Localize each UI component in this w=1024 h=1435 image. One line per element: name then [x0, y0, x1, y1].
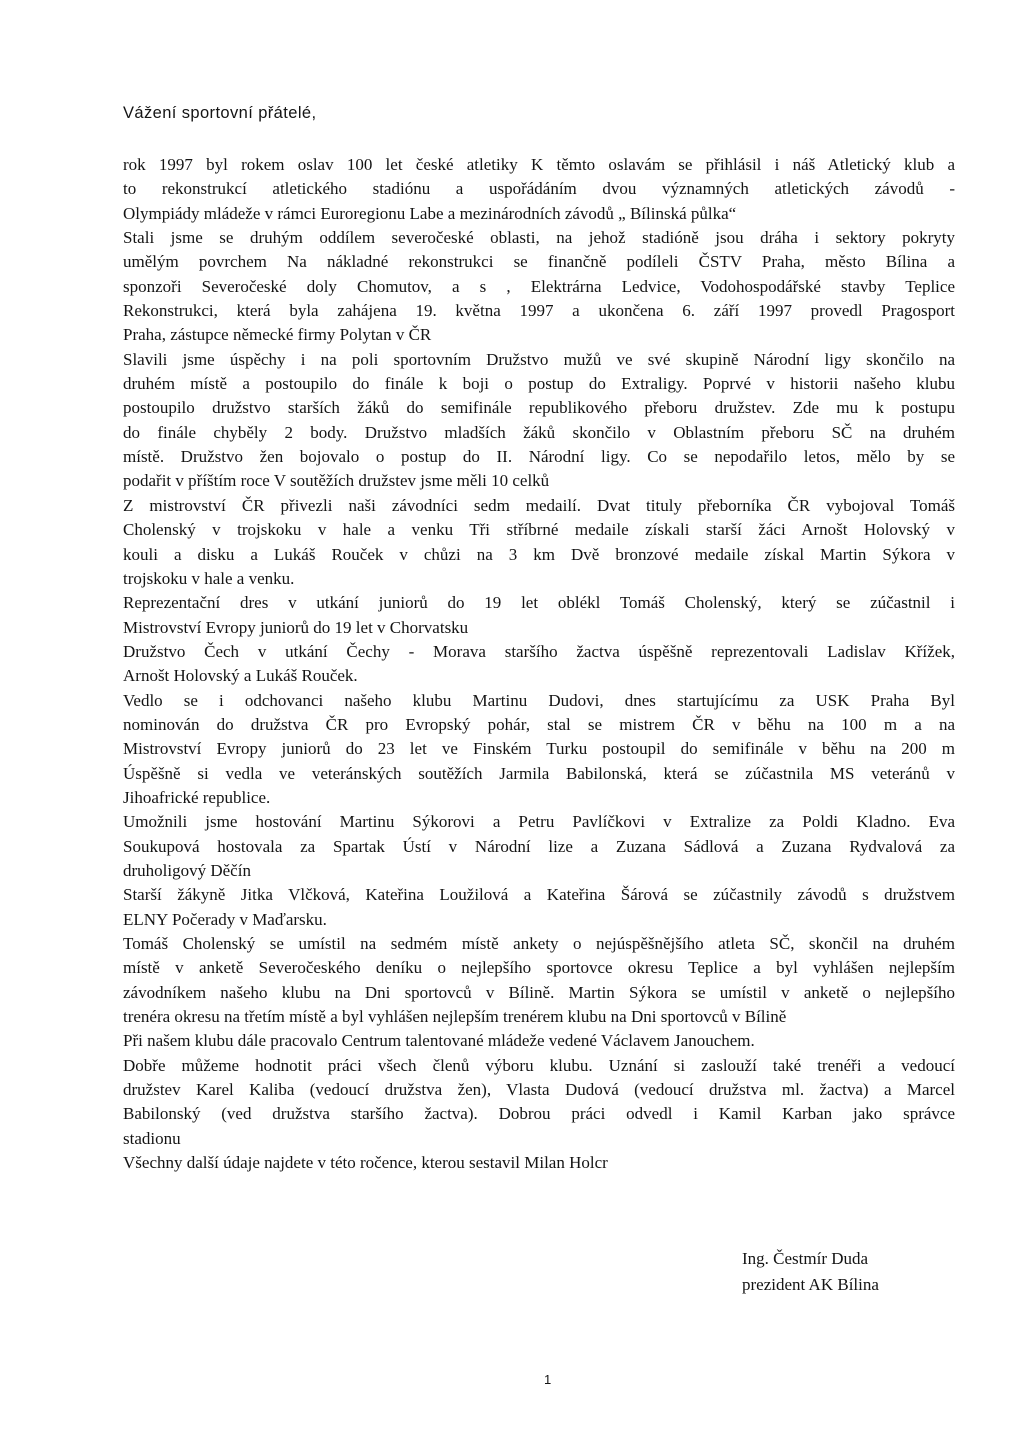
body-line: Družstvo Čech v utkání Čechy - Morava staršího žactva úspěšně reprezentovali Ladislav Křížek, [123, 641, 955, 661]
body-line: Vedlo se i odchovanci našeho klubu Martinu Dudovi, dnes startujícímu za USK Praha Byl [123, 690, 955, 710]
signature-block [742, 1246, 879, 1298]
body-line: Reprezentační dres v utkání juniorů do 19 let oblékl Tomáš Cholenský, který se zúčastnil i [123, 593, 955, 613]
body-line: Babilonský (ved družstva staršího žactva). Dobrou práci odvedl i Kamil Karban jako správce [123, 1104, 955, 1124]
body-line: Jihoafrické republice. [123, 787, 271, 807]
body-line: to rekonstrukcí atletického stadiónu a uspořádáním dvou významných atletických závodů - [123, 179, 955, 199]
body-line: Soukupová hostovala za Spartak Ústí v Národní lize a Zuzana Sádlová a Zuzana Rydvalová za [123, 836, 955, 856]
body-line: Všechny další údaje najdete v této ročence, kterou sestavil Milan Holcr [123, 1153, 608, 1173]
body-line: Při našem klubu dále pracovalo Centrum talentované mládeže vedené Václavem Janouchem. [123, 1031, 755, 1051]
body-line: místě. Družstvo žen bojovalo o postup do II. Národní ligy. Co se nepodařilo letos, mělo by se [123, 447, 955, 467]
body-line: Umožnili jsme hostování Martinu Sýkorovi a Petru Pavlíčkovi v Extralize za Poldi Kladno. Eva [123, 812, 955, 832]
body-line: rok 1997 byl rokem oslav 100 let české atletiky K těmto oslavám se přihlásil i náš Atletický klub a [123, 155, 955, 174]
body-line: nominován do družstva ČR pro Evropský pohár, stal se mistrem ČR v běhu na 100 m a na [123, 714, 955, 734]
body-line: Dobře můžeme hodnotit práci všech členů výboru klubu. Uznání si zaslouží také trenéři a vedoucí [123, 1055, 955, 1075]
body-line: ELNY Počerady v Maďarsku. [123, 909, 327, 929]
body-line: Cholenský v trojskoku v hale a venku Tři stříbrné medaile získali starší žáci Arnošt Holovský v [123, 520, 955, 540]
signatory-title: prezident AK Bílina [742, 1275, 879, 1294]
body-line: Olympiády mládeže v rámci Euroregionu Labe a mezinárodních závodů „ Bílinská půlka“ [123, 203, 737, 223]
body-line: družstev Karel Kaliba (vedoucí družstva žen), Vlasta Dudová (vedoucí družstva ml. žactva) a Marcel [123, 1080, 955, 1100]
body-line: sponzoři Severočeské doly Chomutov, a s , Elektrárna Ledvice, Vodohospodářské stavby Teplice [123, 276, 955, 296]
salutation: Vážení sportovní přátelé, [123, 104, 317, 122]
signatory-name: Ing. Čestmír Duda [742, 1249, 869, 1268]
body-line: závodníkem našeho klubu na Dni sportovců v Bílině. Martin Sýkora se umístil v anketě o nejlepšího [123, 982, 955, 1002]
body-line: Slavili jsme úspěchy i na poli sportovním Družstvo mužů ve své skupině Národní ligy skončilo na [123, 349, 955, 369]
body-line: druholigový Děčín [123, 860, 251, 880]
body-line: do finále chyběly 2 body. Družstvo mladších žáků skončilo v Oblastním přeboru SČ na druhém [123, 422, 955, 442]
body-line: Praha, zástupce německé firmy Polytan v ČR [123, 325, 432, 345]
body-line: Mistrovství Evropy juniorů do 19 let v Chorvatsku [123, 617, 469, 637]
body-line: Úspěšně si vedla ve veteránských soutěžích Jarmila Babilonská, která se zúčastnila MS veteránů v [123, 763, 955, 783]
body-line: Rekonstrukci, která byla zahájena 19. května 1997 a ukončena 6. září 1997 provedl Pragosport [123, 301, 955, 321]
body-line: Arnošt Holovský a Lukáš Rouček. [123, 666, 358, 686]
letter-body [123, 153, 955, 1175]
body-line: druhém místě a postoupilo do finále k boji o postup do Extraligy. Poprvé v historii našeho klubu [123, 374, 955, 394]
body-line: Starší žákyně Jitka Vlčková, Kateřina Loužilová a Kateřina Šárová se zúčastnily závodů s družstvem [123, 885, 955, 905]
body-line: Stali jsme se druhým oddílem severočeské oblasti, na jehož stadióně jsou dráha i sektory pokryty [123, 228, 955, 248]
body-line: postoupilo družstvo starších žáků do semifinále republikového přeboru družstev. Zde mu k postupu [123, 398, 955, 418]
body-line: místě v anketě Severočeského deníku o nejlepšího sportovce okresu Teplice a byl vyhlášen nejlepším [123, 958, 955, 978]
body-line: podařit v příštím roce V soutěžích družstev jsme měli 10 celků [123, 471, 550, 491]
body-line: umělým povrchem Na nákladné rekonstrukci se finančně podíleli ČSTV Praha, město Bílina a [123, 252, 955, 272]
body-line: trojskoku v hale a venku. [123, 568, 295, 588]
body-line: Mistrovství Evropy juniorů do 23 let ve Finském Turku postoupil do semifinále v běhu na 200 m [123, 739, 955, 759]
body-line: Tomáš Cholenský se umístil na sedmém místě ankety o nejúspěšnějšího atleta SČ, skončil na druhém [123, 934, 955, 953]
body-line: kouli a disku a Lukáš Rouček v chůzi na 3 km Dvě bronzové medaile získal Martin Sýkora v [123, 544, 955, 564]
page-number: 1 [544, 1372, 552, 1387]
body-line: trenéra okresu na třetím místě a byl vyhlášen nejlepším trenérem klubu na Dni sportovců v Bílině [123, 1007, 787, 1027]
body-line: Z mistrovství ČR přivezli naši závodníci sedm medailí. Dvat tituly přeborníka ČR vybojoval Tomáš [123, 495, 955, 515]
body-line: stadionu [123, 1128, 181, 1148]
